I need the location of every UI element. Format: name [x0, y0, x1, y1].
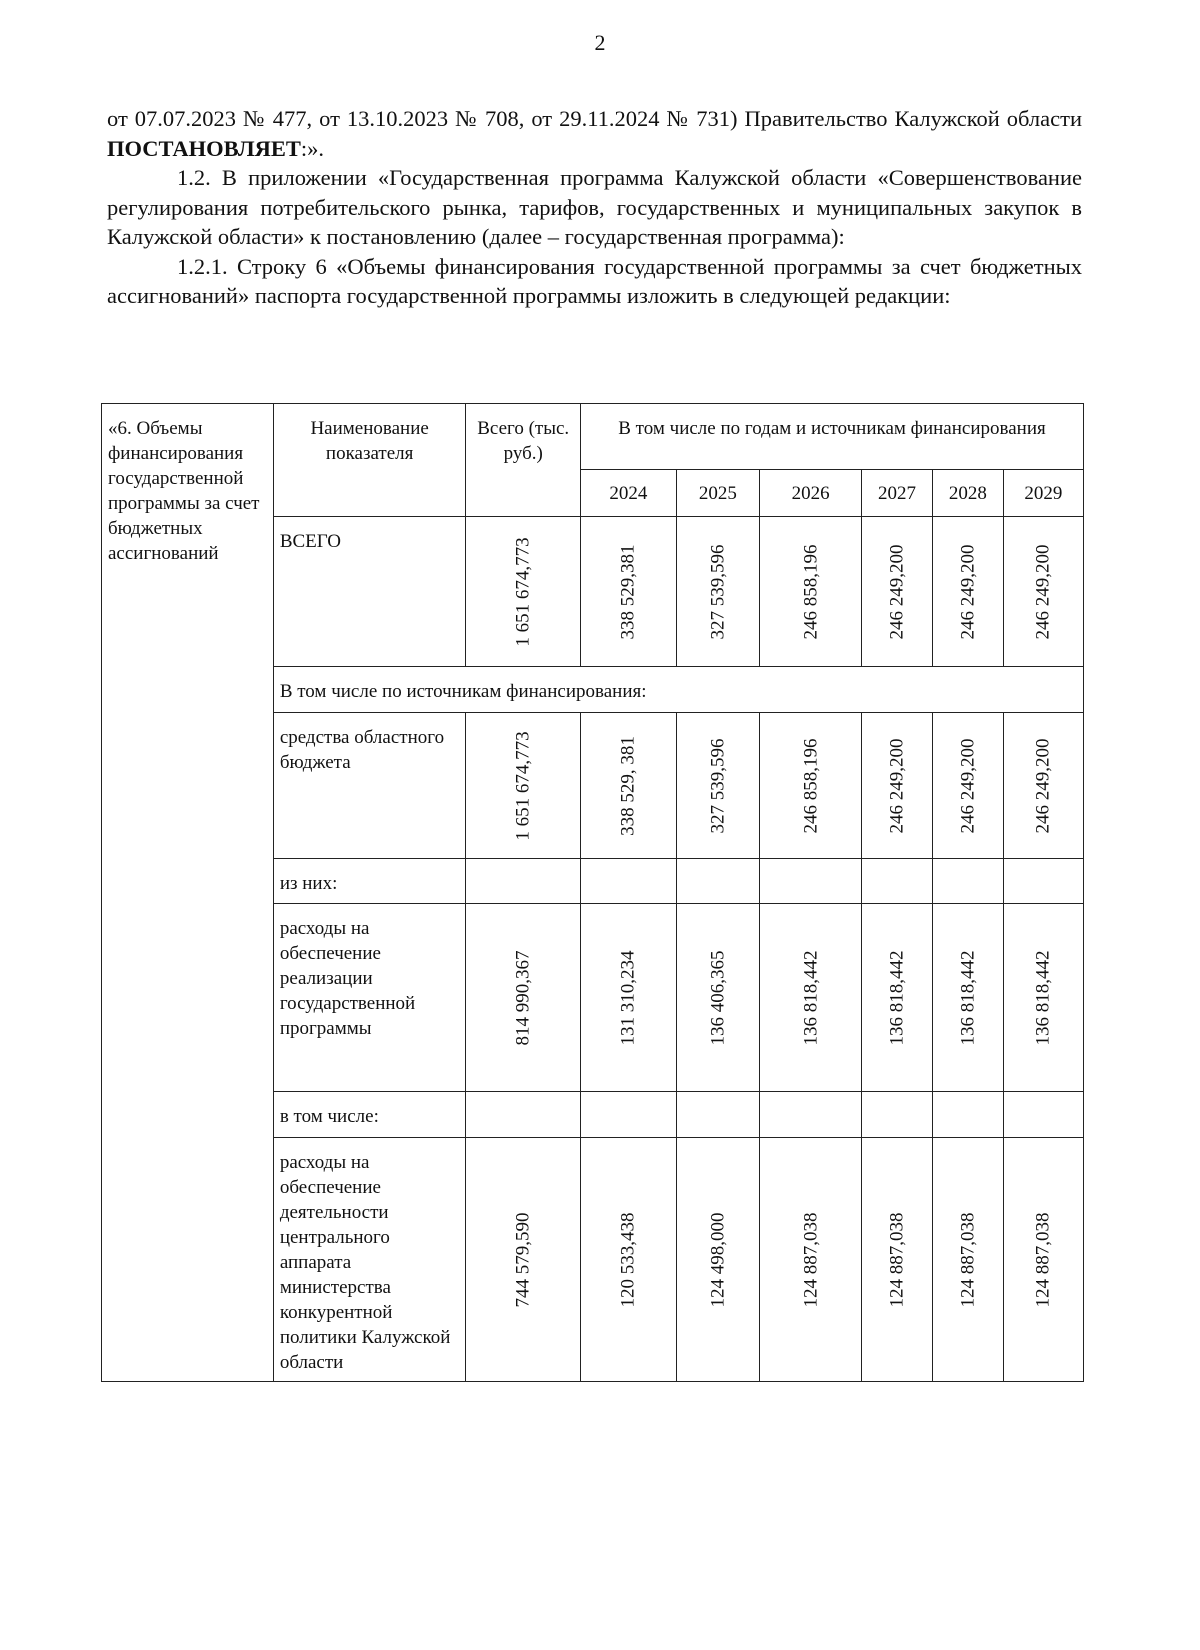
header-year: 2027	[862, 470, 933, 517]
header-years-caption: В том числе по годам и источникам финансирования	[580, 404, 1083, 470]
header-year: 2029	[1003, 470, 1083, 517]
year-value: 136 818,442	[886, 950, 908, 1045]
year-value: 246 249,200	[886, 738, 908, 833]
year-value: 246 249,200	[886, 544, 908, 639]
row-name: из них:	[273, 859, 466, 904]
year-value: 120 533,438	[617, 1212, 639, 1307]
year-value: 246 858,196	[800, 738, 822, 833]
header-year: 2024	[580, 470, 676, 517]
sources-caption: В том числе по источникам финансирования:	[273, 667, 1083, 713]
row-name: ВСЕГО	[273, 517, 466, 667]
year-value: 131 310,234	[617, 950, 639, 1045]
year-value: 124 887,038	[800, 1212, 822, 1307]
row-name: расходы на обеспечение деятельности центрального аппарата министерства конкурентной политики Калужской области	[273, 1138, 466, 1382]
decree-keyword: ПОСТАНОВЛЯЕТ	[107, 135, 301, 161]
year-value: 124 887,038	[886, 1212, 908, 1307]
total-value: 1 651 674,773	[512, 536, 534, 647]
paragraph-1-2: 1.2. В приложении «Государственная программа Калужской области «Совершенствование регулирования потребительского рынка, тарифов, государственных и муниципальных закупок в Калужской области» к постановлению (далее – государственная программа):	[107, 165, 1082, 249]
total-value: 1 651 674,773	[512, 730, 534, 841]
page-number: 2	[594, 30, 606, 55]
year-value: 124 887,038	[957, 1212, 979, 1307]
header-year: 2025	[676, 470, 759, 517]
year-value: 338 529, 381	[617, 735, 639, 836]
header-total: Всего (тыс. руб.)	[466, 404, 581, 517]
year-value: 246 858,196	[800, 544, 822, 639]
year-value: 246 249,200	[957, 738, 979, 833]
paragraph-continuation: от 07.07.2023 № 477, от 13.10.2023 № 708, от 29.11.2024 № 731) Правительство Калужской области ПОСТАНОВЛЯЕТ:».	[107, 106, 1082, 161]
row-6-label: «6. Объемы финансирования государственной программы за счет бюджетных ассигнований	[102, 404, 274, 1382]
row-name: расходы на обеспечение реализации государственной программы	[273, 904, 466, 1092]
year-value: 136 818,442	[1032, 950, 1054, 1045]
year-value: 246 249,200	[957, 544, 979, 639]
year-value: 136 406,365	[707, 950, 729, 1045]
header-year: 2026	[760, 470, 862, 517]
total-value: 814 990,367	[512, 950, 534, 1045]
year-value: 246 249,200	[1032, 738, 1054, 833]
paragraph-1-2-1: 1.2.1. Строку 6 «Объемы финансирования государственной программы за счет бюджетных ассигнований» паспорта государственной программы изложить в следующей редакции:	[107, 253, 1082, 308]
row-name: в том числе:	[273, 1092, 466, 1138]
row-name: средства областного бюджета	[273, 713, 466, 859]
header-name: Наименование показателя	[273, 404, 466, 517]
total-value: 744 579,590	[512, 1212, 534, 1307]
year-value: 246 249,200	[1032, 544, 1054, 639]
year-value: 338 529,381	[617, 544, 639, 639]
year-value: 124 887,038	[1032, 1212, 1054, 1307]
year-value: 327 539,596	[707, 544, 729, 639]
year-value: 136 818,442	[957, 950, 979, 1045]
year-value: 136 818,442	[800, 950, 822, 1045]
financing-table	[101, 403, 1084, 1382]
body-text	[107, 104, 1082, 311]
header-year: 2028	[932, 470, 1003, 517]
year-value: 124 498,000	[707, 1212, 729, 1307]
year-value: 327 539,596	[707, 738, 729, 833]
